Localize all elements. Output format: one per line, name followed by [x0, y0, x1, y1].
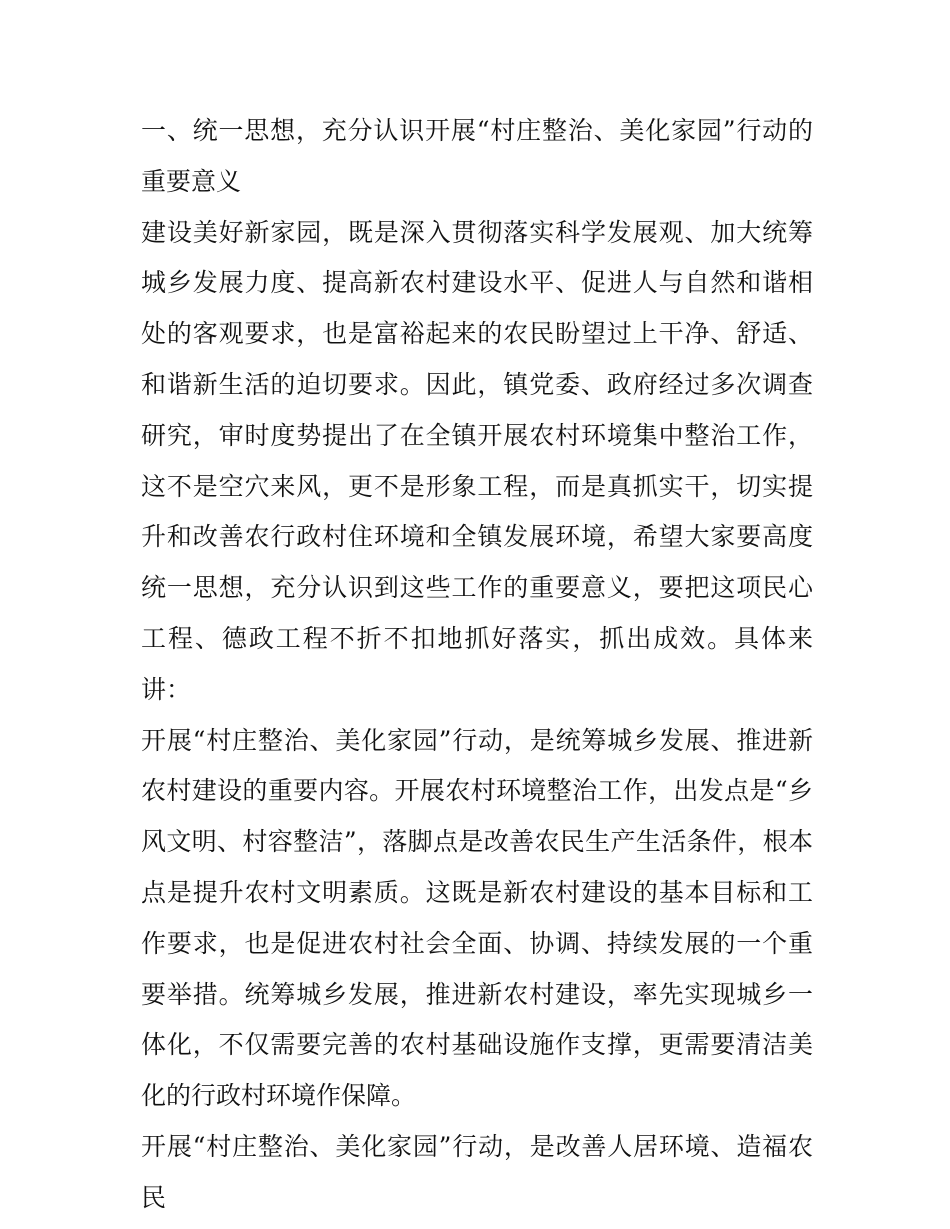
paragraph-2: 开展“村庄整治、美化家园”行动，是统筹城乡发展、推进新农村建设的重要内容。开展农村环境整治工作，出发点是“乡风文明、村容整洁”，落脚点是改善农民生产生活条件，根本点是提升农村文明素质。这既是新农村建设的基本目标和工作要求，也是促进农村社会全面、协调、持续发展的一个重要举措。统筹城乡发展，推进新农村建设，率先实现城乡一体化，不仅需要完善的农村基础设施作支撑，更需要清洁美化的行政村环境作保障。	[141, 725, 813, 1111]
paragraph-1: 建设美好新家园，既是深入贯彻落实科学发展观、加大统筹城乡发展力度、提高新农村建设水平、促进人与自然和谐相处的客观要求，也是富裕起来的农民盼望过上干净、舒适、和谐新生活的迫切要求。因此，镇党委、政府经过多次调查研究，审时度势提出了在全镇开展农村环境集中整治工作，这不是空穴来风，更不是形象工程，而是真抓实干，切实提升和改善农行政村住环境和全镇发展环境，希望大家要高度统一思想，充分认识到这些工作的重要意义，要把这项民心工程、德政工程不折不扣地抓好落实，抓出成效。具体来讲：	[141, 217, 813, 704]
section-heading: 一、统一思想，充分认识开展“村庄整治、美化家园”行动的重要意义	[141, 116, 813, 196]
document-body	[141, 106, 813, 1224]
paragraph-3: 开展“村庄整治、美化家园”行动，是改善人居环境、造福农民	[141, 1131, 813, 1212]
